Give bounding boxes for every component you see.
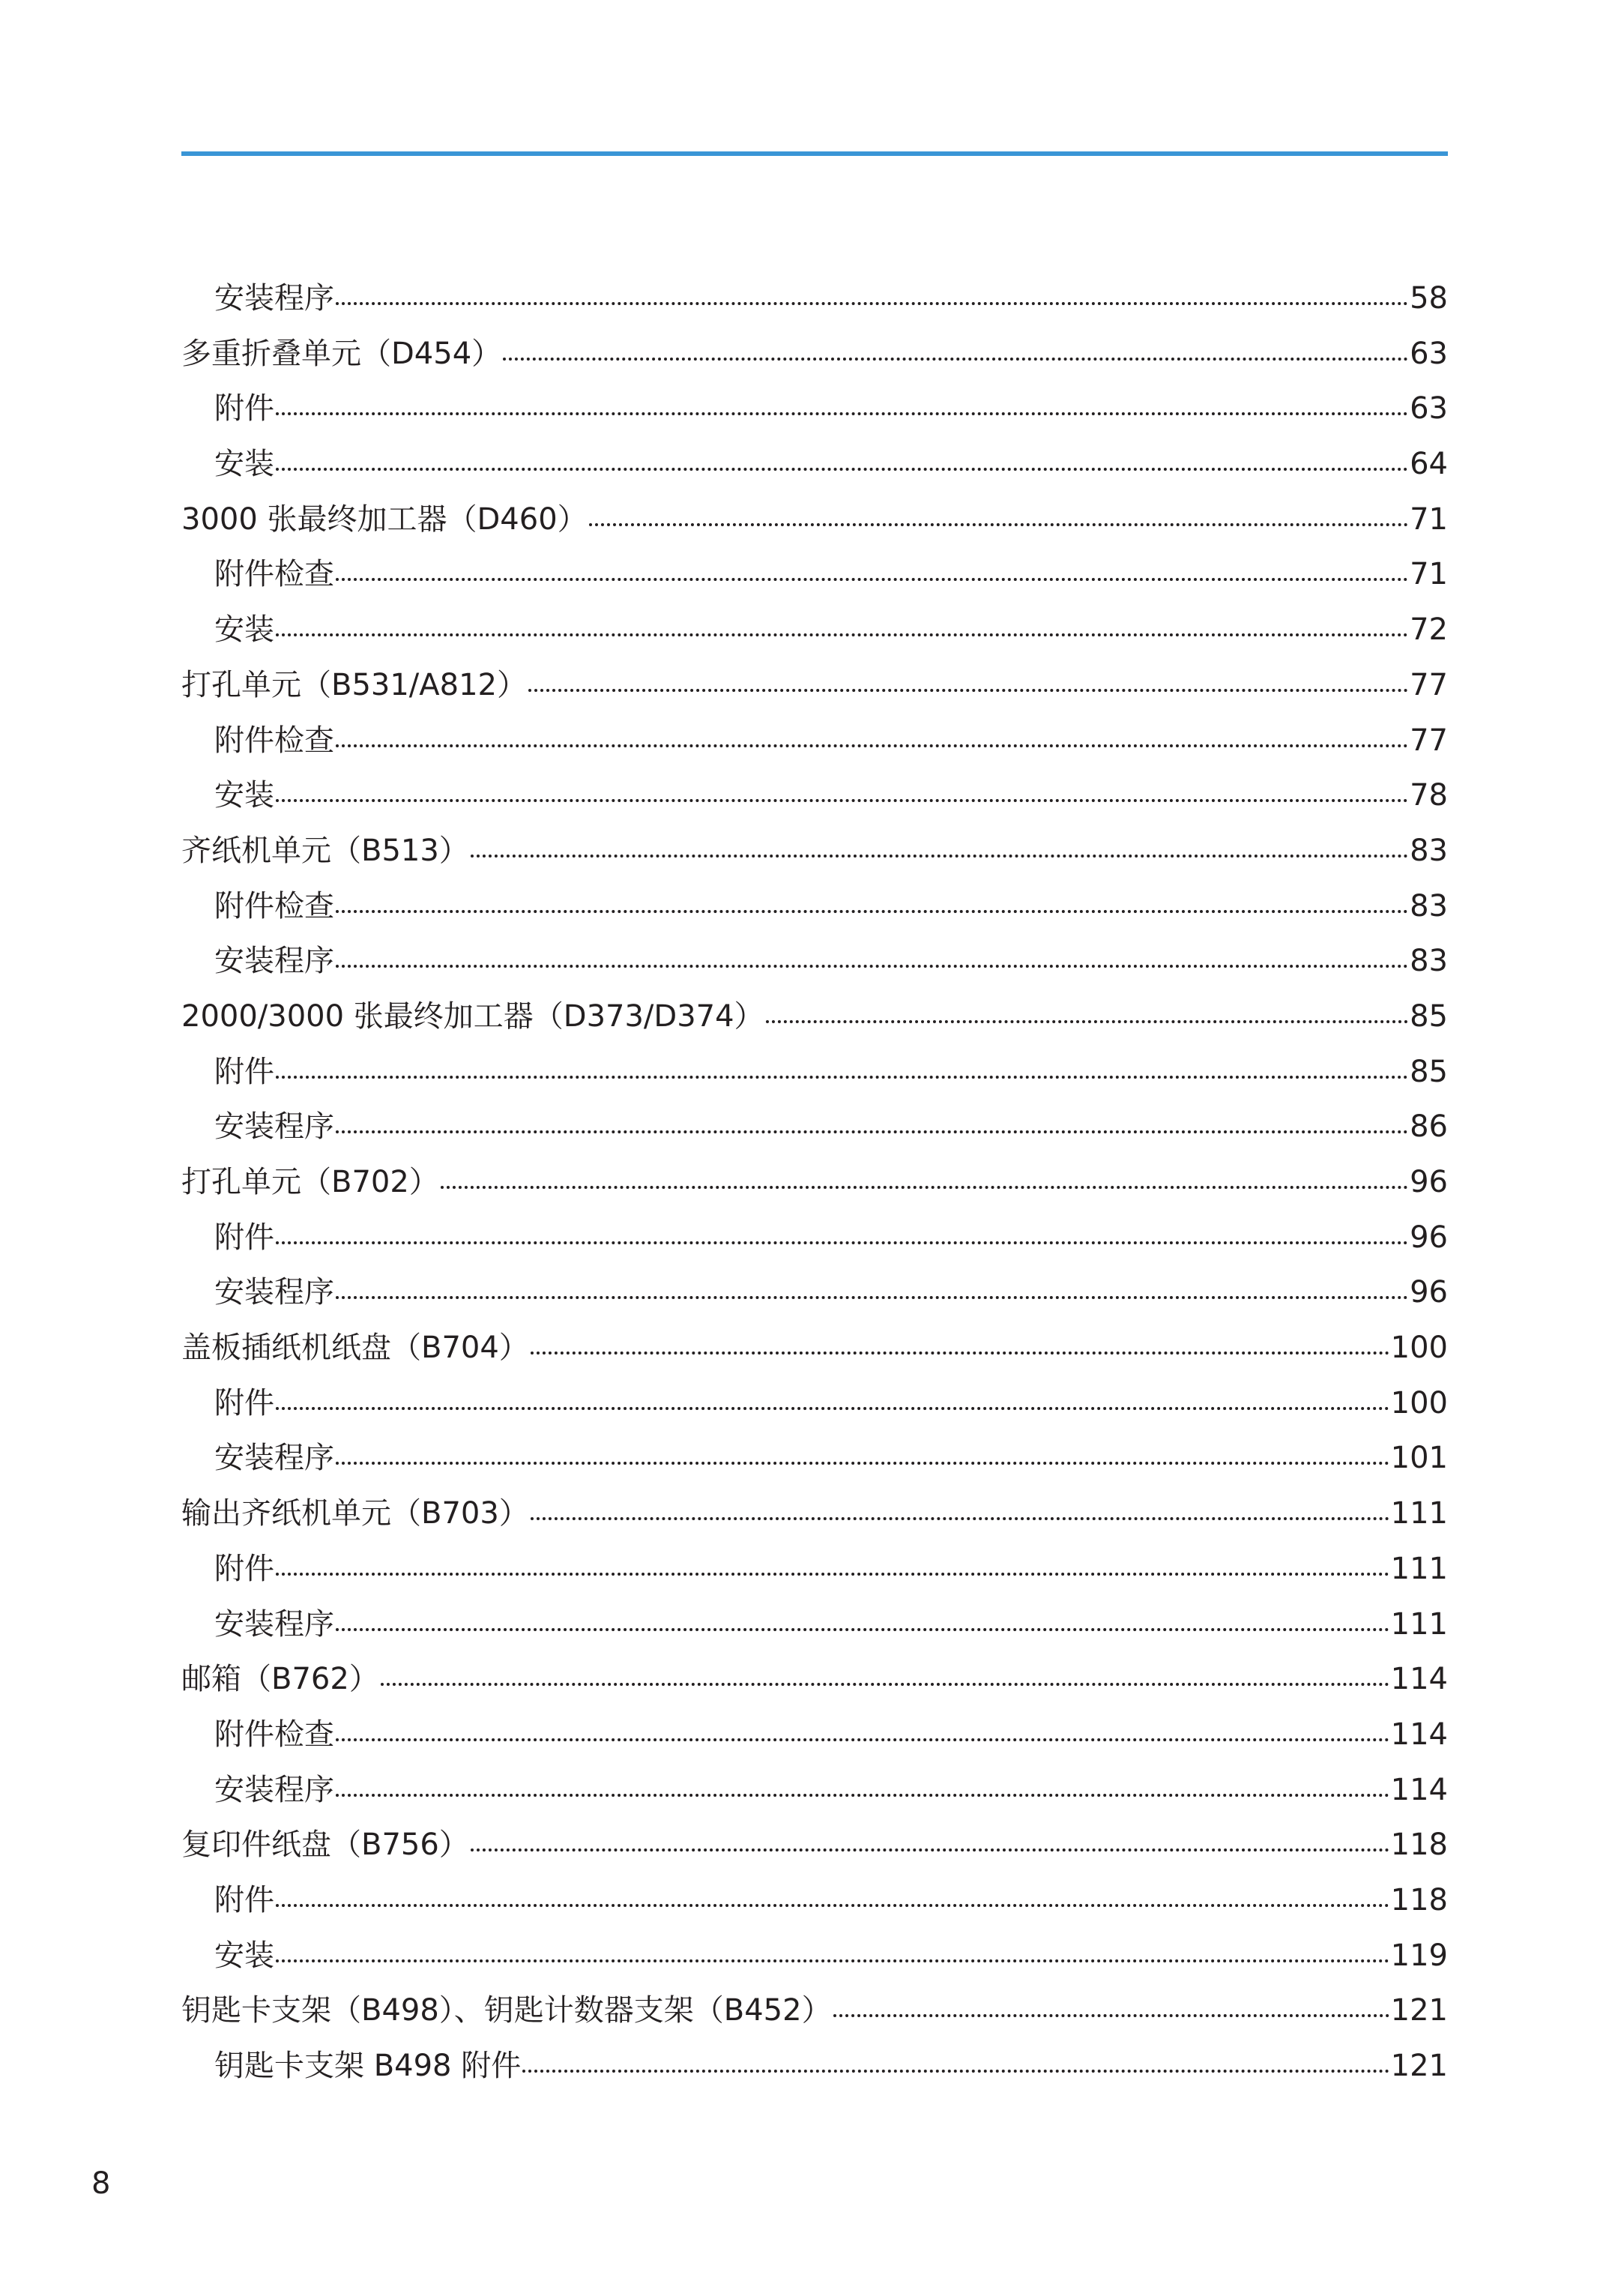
dot-leader [336, 909, 1408, 913]
dot-leader [471, 854, 1408, 858]
toc-entry-page: 64 [1410, 447, 1448, 482]
toc-entry-page: 118 [1390, 1828, 1448, 1863]
toc-subentry[interactable] [181, 1763, 1448, 1819]
toc-entry-page: 71 [1410, 557, 1448, 592]
dot-leader [503, 357, 1408, 361]
toc-entry-page: 83 [1410, 888, 1448, 923]
toc-entry-page: 114 [1390, 1772, 1448, 1807]
toc-entry-page: 111 [1390, 1496, 1448, 1531]
toc-entry-title: 安装程序 [214, 1109, 334, 1145]
toc-subentry[interactable] [181, 271, 1448, 327]
toc-entry-page: 111 [1390, 1551, 1448, 1586]
table-of-contents [181, 271, 1448, 2094]
dot-leader [336, 1793, 1389, 1797]
toc-subentry[interactable] [181, 382, 1448, 437]
toc-entry-title: 安装程序 [214, 1441, 334, 1476]
dot-leader [528, 688, 1408, 692]
toc-entry-page: 118 [1390, 1882, 1448, 1917]
toc-subentry[interactable] [181, 714, 1448, 769]
toc-entry-page: 121 [1390, 1993, 1448, 2028]
dot-leader [833, 2013, 1389, 2017]
dot-leader [336, 1295, 1408, 1299]
dot-leader [766, 1019, 1409, 1023]
toc-subentry[interactable] [181, 768, 1448, 824]
toc-entry[interactable] [181, 989, 1448, 1045]
toc-subentry[interactable] [181, 547, 1448, 603]
toc-entry-title: 打孔单元（B531/A812） [181, 667, 527, 702]
toc-entry-page: 71 [1410, 501, 1448, 537]
toc-entry-title: 附件 [214, 1054, 274, 1089]
toc-subentry[interactable] [181, 1100, 1448, 1155]
toc-entry-title: 附件检查 [214, 1717, 334, 1752]
toc-entry-title: 附件 [214, 391, 274, 427]
toc-entry-page: 85 [1410, 1054, 1448, 1089]
toc-entry-page: 114 [1390, 1717, 1448, 1752]
toc-entry-page: 85 [1410, 998, 1448, 1034]
toc-subentry[interactable] [181, 1708, 1448, 1763]
toc-entry-title: 盖板插纸机纸盘（B704） [181, 1331, 529, 1366]
toc-subentry[interactable] [181, 1929, 1448, 1984]
toc-entry-title: 附件 [214, 1220, 274, 1255]
dot-leader [276, 1903, 1389, 1907]
toc-entry-title: 安装程序 [214, 1772, 334, 1807]
toc-entry-title: 安装 [214, 447, 274, 482]
dot-leader [531, 1516, 1389, 1520]
dot-leader [531, 1351, 1389, 1355]
dot-leader [276, 467, 1408, 471]
toc-entry-title: 安装程序 [214, 1275, 334, 1310]
toc-subentry[interactable] [181, 603, 1448, 658]
toc-entry[interactable] [181, 658, 1448, 714]
toc-entry-page: 100 [1390, 1331, 1448, 1366]
dot-leader [336, 1627, 1389, 1631]
toc-subentry[interactable] [181, 934, 1448, 989]
toc-entry[interactable] [181, 1321, 1448, 1376]
dot-leader [336, 1738, 1389, 1741]
toc-entry[interactable] [181, 1652, 1448, 1708]
dot-leader [336, 744, 1408, 747]
toc-entry-title: 钥匙卡支架 B498 附件 [214, 2049, 522, 2083]
toc-subentry[interactable] [181, 1431, 1448, 1486]
toc-entry-page: 96 [1410, 1165, 1448, 1199]
toc-entry-page: 83 [1410, 944, 1448, 979]
toc-entry-page: 58 [1410, 281, 1448, 316]
toc-entry-title: 3000 张最终加工器（D460） [181, 501, 588, 537]
dot-leader [276, 1075, 1408, 1079]
toc-entry-page: 83 [1410, 833, 1448, 868]
dot-leader [276, 633, 1408, 636]
page-number: 8 [91, 2166, 111, 2201]
dot-leader [276, 1241, 1408, 1244]
toc-entry-page: 77 [1410, 723, 1448, 758]
toc-entry-page: 78 [1410, 778, 1448, 813]
toc-subentry[interactable] [181, 1376, 1448, 1432]
dot-leader [336, 964, 1408, 968]
toc-entry-title: 邮箱（B762） [181, 1662, 379, 1697]
toc-entry-page: 121 [1390, 2049, 1448, 2083]
toc-entry[interactable] [181, 1983, 1448, 2039]
toc-entry-title: 安装 [214, 778, 274, 813]
dot-leader [589, 522, 1408, 526]
toc-subentry[interactable] [181, 437, 1448, 492]
toc-entry-title: 钥匙卡支架（B498）、钥匙计数器支架（B452） [181, 1993, 832, 2028]
toc-entry-page: 63 [1410, 336, 1448, 371]
dot-leader [522, 2069, 1389, 2073]
dot-leader [276, 1406, 1389, 1410]
toc-entry[interactable] [181, 1818, 1448, 1873]
toc-subentry[interactable] [181, 879, 1448, 935]
toc-entry-page: 101 [1390, 1441, 1448, 1476]
toc-entry-title: 齐纸机单元（B513） [181, 833, 469, 868]
toc-entry-title: 安装程序 [214, 1606, 334, 1642]
toc-entry-title: 附件检查 [214, 723, 334, 758]
dot-leader [336, 301, 1408, 305]
toc-entry-page: 111 [1390, 1606, 1448, 1642]
toc-entry-title: 2000/3000 张最终加工器（D373/D374） [181, 998, 764, 1034]
toc-entry-page: 77 [1410, 667, 1448, 702]
dot-leader [471, 1848, 1389, 1851]
toc-subentry[interactable] [181, 1265, 1448, 1321]
toc-entry-page: 114 [1390, 1662, 1448, 1697]
toc-entry-title: 安装 [214, 612, 274, 648]
dot-leader [336, 1461, 1389, 1465]
toc-entry-page: 96 [1410, 1220, 1448, 1255]
toc-entry[interactable] [181, 492, 1448, 548]
toc-entry-title: 多重折叠单元（D454） [181, 336, 502, 371]
toc-entry-page: 63 [1410, 391, 1448, 427]
toc-entry[interactable] [181, 1155, 1448, 1211]
toc-entry-title: 附件 [214, 1882, 274, 1917]
toc-entry-title: 附件检查 [214, 888, 334, 923]
toc-subentry[interactable] [181, 1597, 1448, 1653]
dot-leader [276, 798, 1408, 802]
toc-subentry[interactable] [181, 1045, 1448, 1100]
toc-subentry[interactable] [181, 1542, 1448, 1597]
dot-leader [381, 1682, 1389, 1686]
toc-entry[interactable] [181, 824, 1448, 879]
toc-entry-page: 86 [1410, 1109, 1448, 1145]
dot-leader [441, 1185, 1408, 1189]
toc-entry[interactable] [181, 1486, 1448, 1542]
toc-subentry[interactable] [181, 1211, 1448, 1266]
toc-entry-title: 安装程序 [214, 281, 334, 316]
dot-leader [276, 412, 1408, 415]
toc-entry-page: 72 [1410, 612, 1448, 648]
toc-entry[interactable] [181, 327, 1448, 382]
header-rule [181, 151, 1448, 156]
toc-entry-title: 附件 [214, 1385, 274, 1420]
dot-leader [276, 1572, 1389, 1576]
toc-entry-page: 96 [1410, 1275, 1448, 1310]
toc-entry-page: 100 [1390, 1385, 1448, 1420]
toc-subentry[interactable] [181, 2039, 1448, 2094]
toc-entry-title: 附件 [214, 1551, 274, 1586]
dot-leader [336, 1130, 1408, 1133]
toc-entry-title: 附件检查 [214, 557, 334, 592]
toc-entry-title: 输出齐纸机单元（B703） [181, 1496, 529, 1531]
toc-entry-title: 复印件纸盘（B756） [181, 1828, 469, 1863]
toc-entry-page: 119 [1390, 1938, 1448, 1973]
toc-entry-title: 安装程序 [214, 944, 334, 979]
toc-entry-title: 安装 [214, 1938, 274, 1973]
dot-leader [276, 1959, 1389, 1962]
toc-subentry[interactable] [181, 1873, 1448, 1929]
toc-entry-title: 打孔单元（B702） [181, 1165, 439, 1199]
dot-leader [336, 577, 1408, 581]
